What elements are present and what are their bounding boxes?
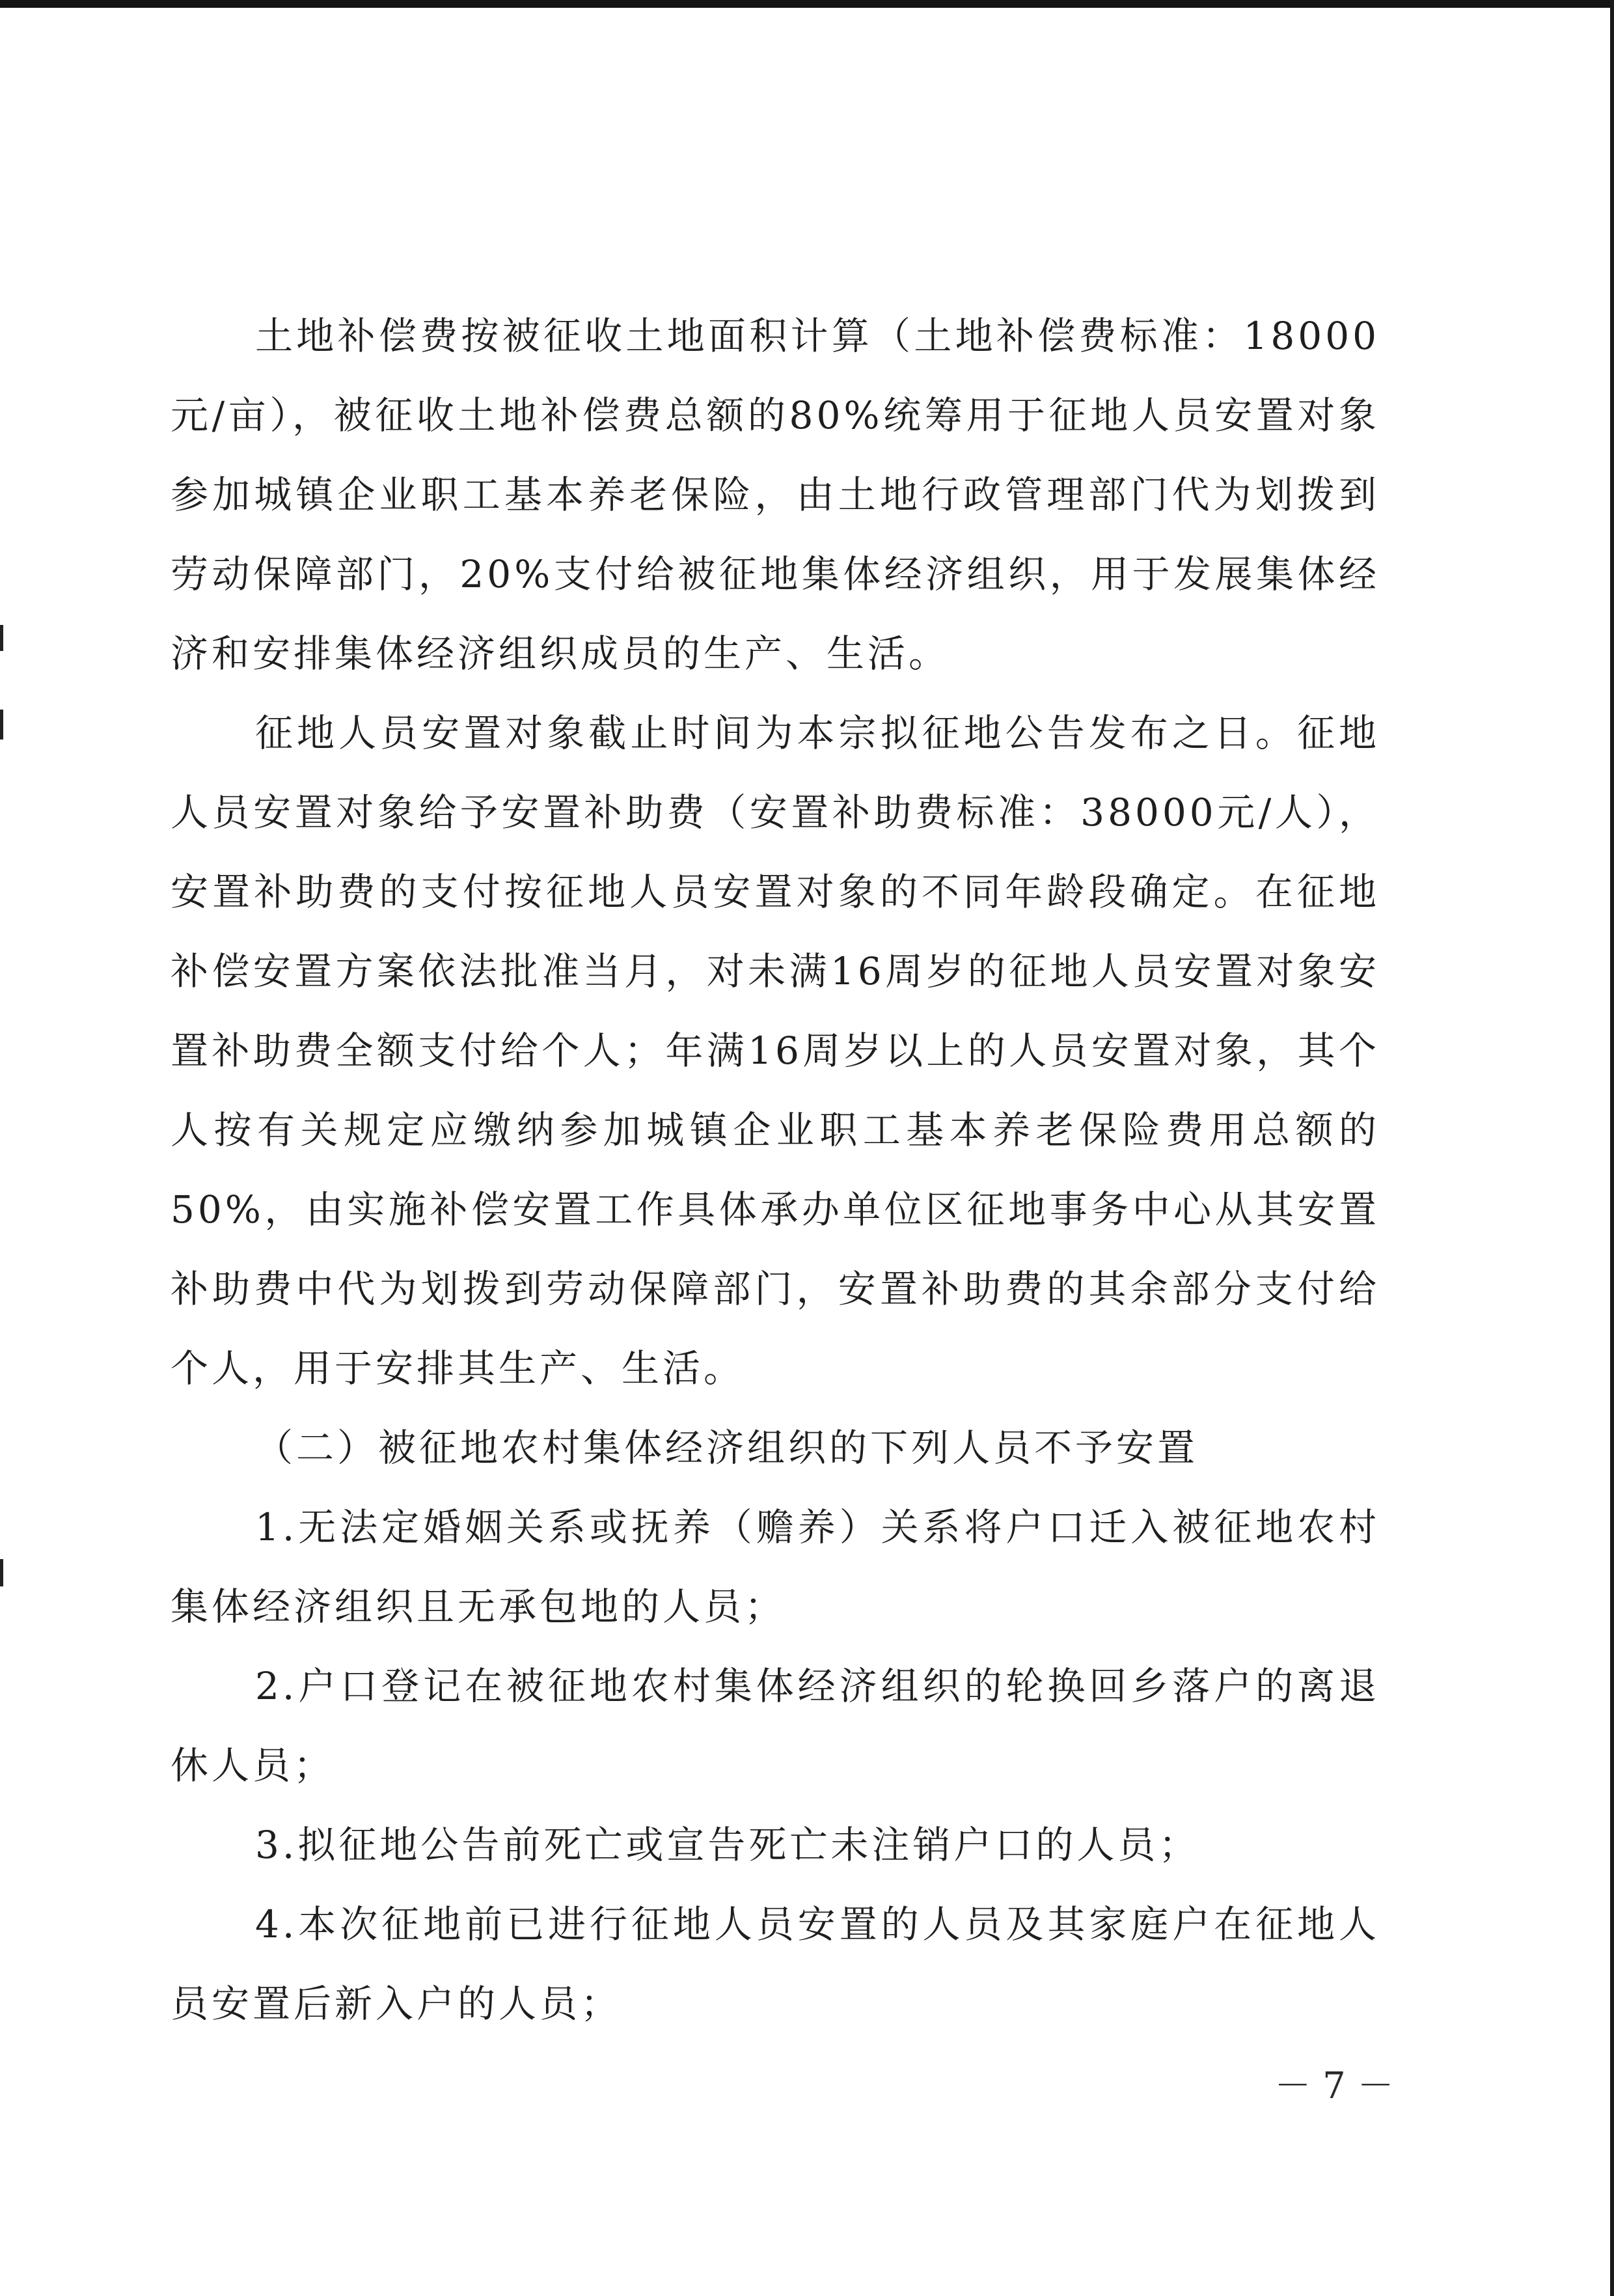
binding-mark: [0, 625, 3, 651]
binding-mark: [0, 710, 3, 740]
scan-right-edge: [1610, 0, 1614, 2296]
scan-top-edge: [0, 0, 1614, 8]
paragraph-resettlement-subsidy: 征地人员安置对象截止时间为本宗拟征地公告发布之日。征地人员安置对象给予安置补助费（安置补助费标准：38000元/人），安置补助费的支付按征地人员安置对象的不同年龄段确定。在征地补偿安置方案依法批准当月，对未满16周岁的征地人员安置对象安置补助费全额支付给个人；年满16周岁以上的人员安置对象，其个人按有关规定应缴纳参加城镇企业职工基本养老保险费用总额的50%，由实施补偿安置工作具体承办单位区征地事务中心从其安置补助费中代为划拨到劳动保障部门，安置补助费的其余部分支付给个人，用于安排其生产、生活。: [171, 711, 1380, 1390]
list-item-2: 2.户口登记在被征地农村集体经济组织的轮换回乡落户的离退休人员；: [171, 1664, 1380, 1788]
list-item-4: 4.本次征地前已进行征地人员安置的人员及其家庭户在征地人员安置后新入户的人员；: [171, 1902, 1380, 2026]
list-item-3: 3.拟征地公告前死亡或宣告死亡未注销户口的人员；: [255, 1823, 1200, 1867]
list-item-1: 1.无法定婚姻关系或抚养（赡养）关系将户口迁入被征地农村集体经济组织且无承包地的人员；: [171, 1505, 1380, 1629]
paragraph-land-compensation: 土地补偿费按被征收土地面积计算（土地补偿费标准：18000元/亩），被征收土地补偿费总额的80%统筹用于征地人员安置对象参加城镇企业职工基本养老保险，由土地行政管理部门代为划拨到劳动保障部门，20%支付给被征地集体经济组织，用于发展集体经济和安排集体经济组织成员的生产、生活。: [171, 314, 1380, 676]
document-body: [171, 296, 1380, 2043]
section-heading-not-resettled: （二）被征地农村集体经济组织的下列人员不予安置: [255, 1426, 1199, 1470]
binding-mark: [0, 1559, 3, 1586]
page-number: － 7 －: [1274, 2065, 1394, 2107]
